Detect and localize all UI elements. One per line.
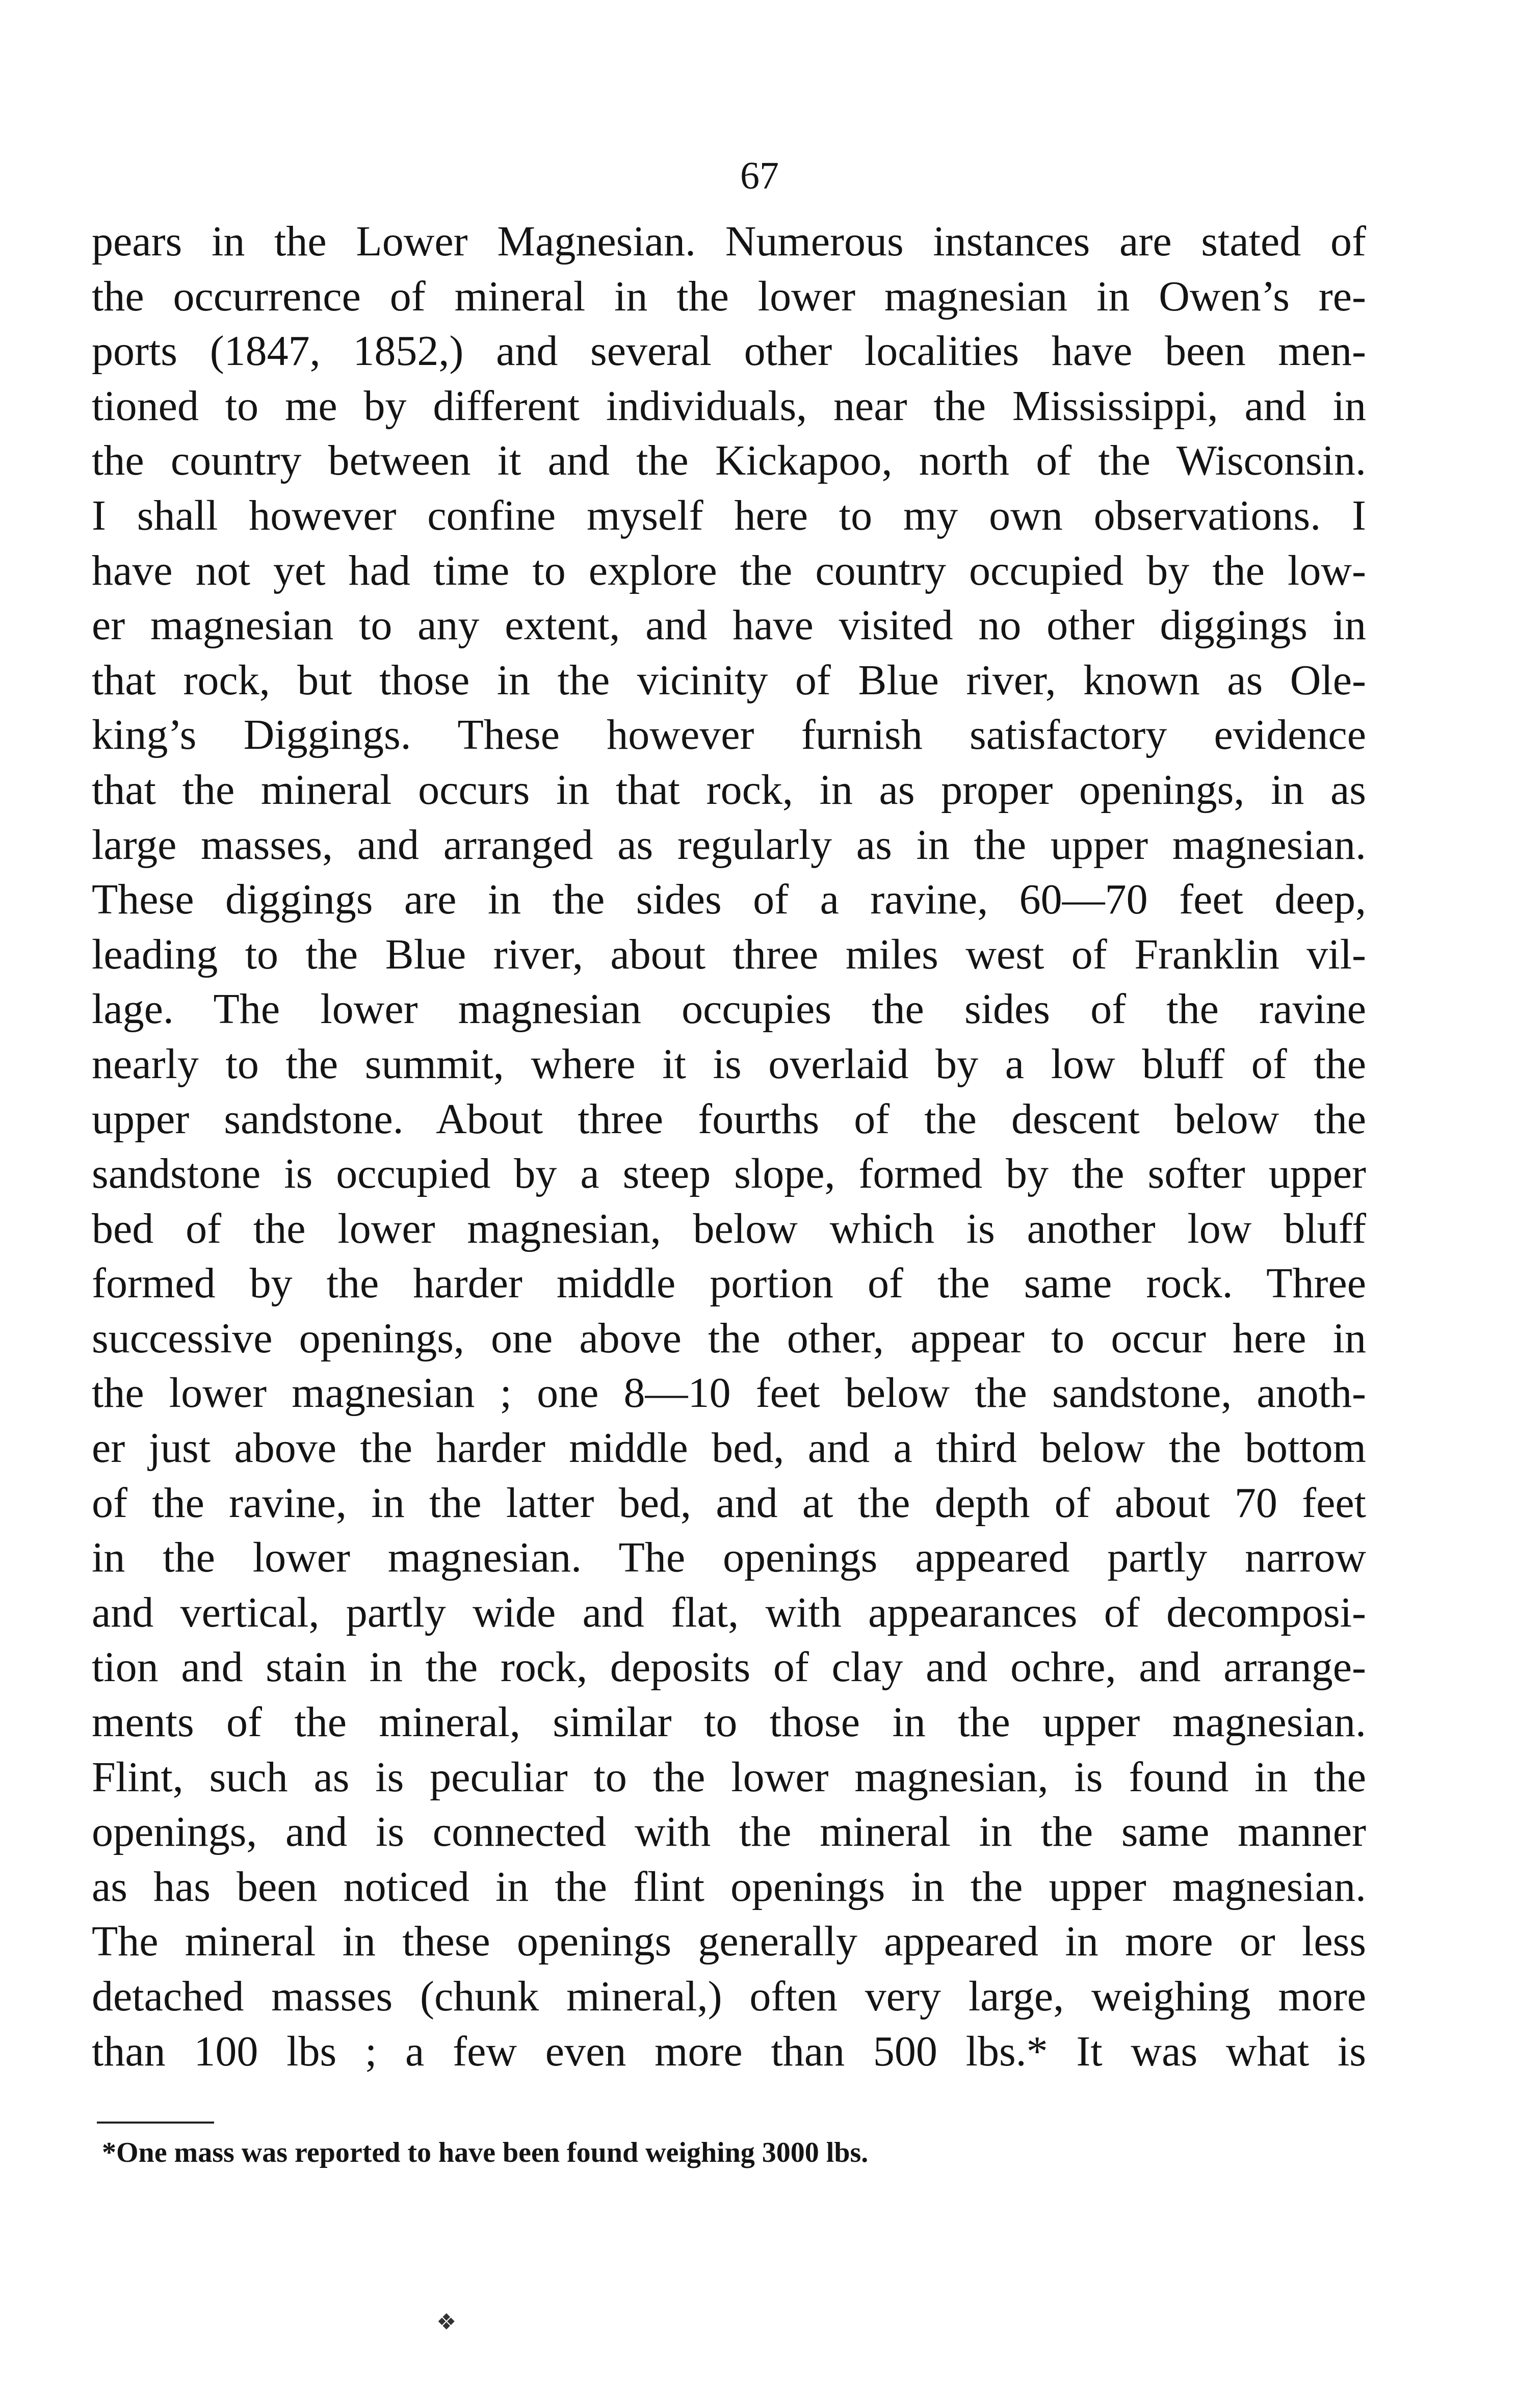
text-line: the lower magnesian ; one 8—10 feet below the sandstone, anoth-	[92, 1369, 1366, 1417]
text-line: that the mineral occurs in that rock, in as proper openings, in as	[92, 766, 1366, 814]
text-line: bed of the lower magnesian, below which is another low bluff	[92, 1205, 1366, 1252]
text-line: lage. The lower magnesian occupies the sides of the ravine	[92, 985, 1366, 1033]
page-number: 67	[740, 154, 779, 197]
body-text	[92, 214, 1366, 2079]
printer-ornament-icon: ❖	[436, 2310, 457, 2335]
text-line: the occurrence of mineral in the lower magnesian in Owen’s re-	[92, 272, 1366, 320]
text-line: ports (1847, 1852,) and several other localities have been men-	[92, 327, 1366, 375]
text-line: in the lower magnesian. The openings appeared partly narrow	[92, 1534, 1366, 1582]
text-line: The mineral in these openings generally appeared in more or less	[92, 1918, 1366, 1966]
text-line: er magnesian to any extent, and have visited no other diggings in	[92, 601, 1366, 649]
text-line: that rock, but those in the vicinity of Blue river, known as Ole-	[92, 656, 1366, 704]
text-line: nearly to the summit, where it is overlaid by a low bluff of the	[92, 1040, 1366, 1088]
text-line: openings, and is connected with the mineral in the same manner	[92, 1808, 1366, 1856]
text-line: sandstone is occupied by a steep slope, formed by the softer upper	[92, 1150, 1366, 1198]
text-line: er just above the harder middle bed, and a third below the bottom	[92, 1424, 1366, 1472]
text-line: successive openings, one above the other, appear to occur here in	[92, 1314, 1366, 1362]
footnote: *One mass was reported to have been found weighing 3000 lbs.	[102, 2137, 869, 2168]
text-line: upper sandstone. About three fourths of the descent below the	[92, 1095, 1366, 1143]
text-line: king’s Diggings. These however furnish satisfactory evidence	[92, 711, 1366, 759]
text-line: have not yet had time to explore the country occupied by the low-	[92, 546, 1366, 594]
text-line: pears in the Lower Magnesian. Numerous instances are stated of	[92, 218, 1366, 265]
text-line: I shall however confine myself here to my own observations. I	[92, 491, 1366, 539]
text-line: detached masses (chunk mineral,) often very large, weighing more	[92, 1973, 1366, 2020]
text-line: ments of the mineral, similar to those in the upper magnesian.	[92, 1698, 1366, 1746]
text-line: the country between it and the Kickapoo, north of the Wisconsin.	[92, 437, 1366, 485]
footnote-rule	[97, 2122, 214, 2124]
text-line: than 100 lbs ; a few even more than 500 lbs.* It was what is	[92, 2027, 1366, 2075]
text-line: tion and stain in the rock, deposits of clay and ochre, and arrange-	[92, 1643, 1366, 1691]
text-line: large masses, and arranged as regularly as in the upper magnesian.	[92, 821, 1366, 869]
text-line: and vertical, partly wide and flat, with appearances of decomposi-	[92, 1588, 1366, 1636]
text-line: tioned to me by different individuals, near the Mississippi, and in	[92, 382, 1366, 430]
text-line: Flint, such as is peculiar to the lower magnesian, is found in the	[92, 1753, 1366, 1801]
text-line: of the ravine, in the latter bed, and at the depth of about 70 feet	[92, 1479, 1366, 1527]
text-line: These diggings are in the sides of a ravine, 60—70 feet deep,	[92, 876, 1366, 924]
text-line: leading to the Blue river, about three miles west of Franklin vil-	[92, 930, 1366, 978]
text-line: as has been noticed in the flint openings in the upper magnesian.	[92, 1863, 1366, 1910]
text-line: formed by the harder middle portion of the same rock. Three	[92, 1260, 1366, 1307]
